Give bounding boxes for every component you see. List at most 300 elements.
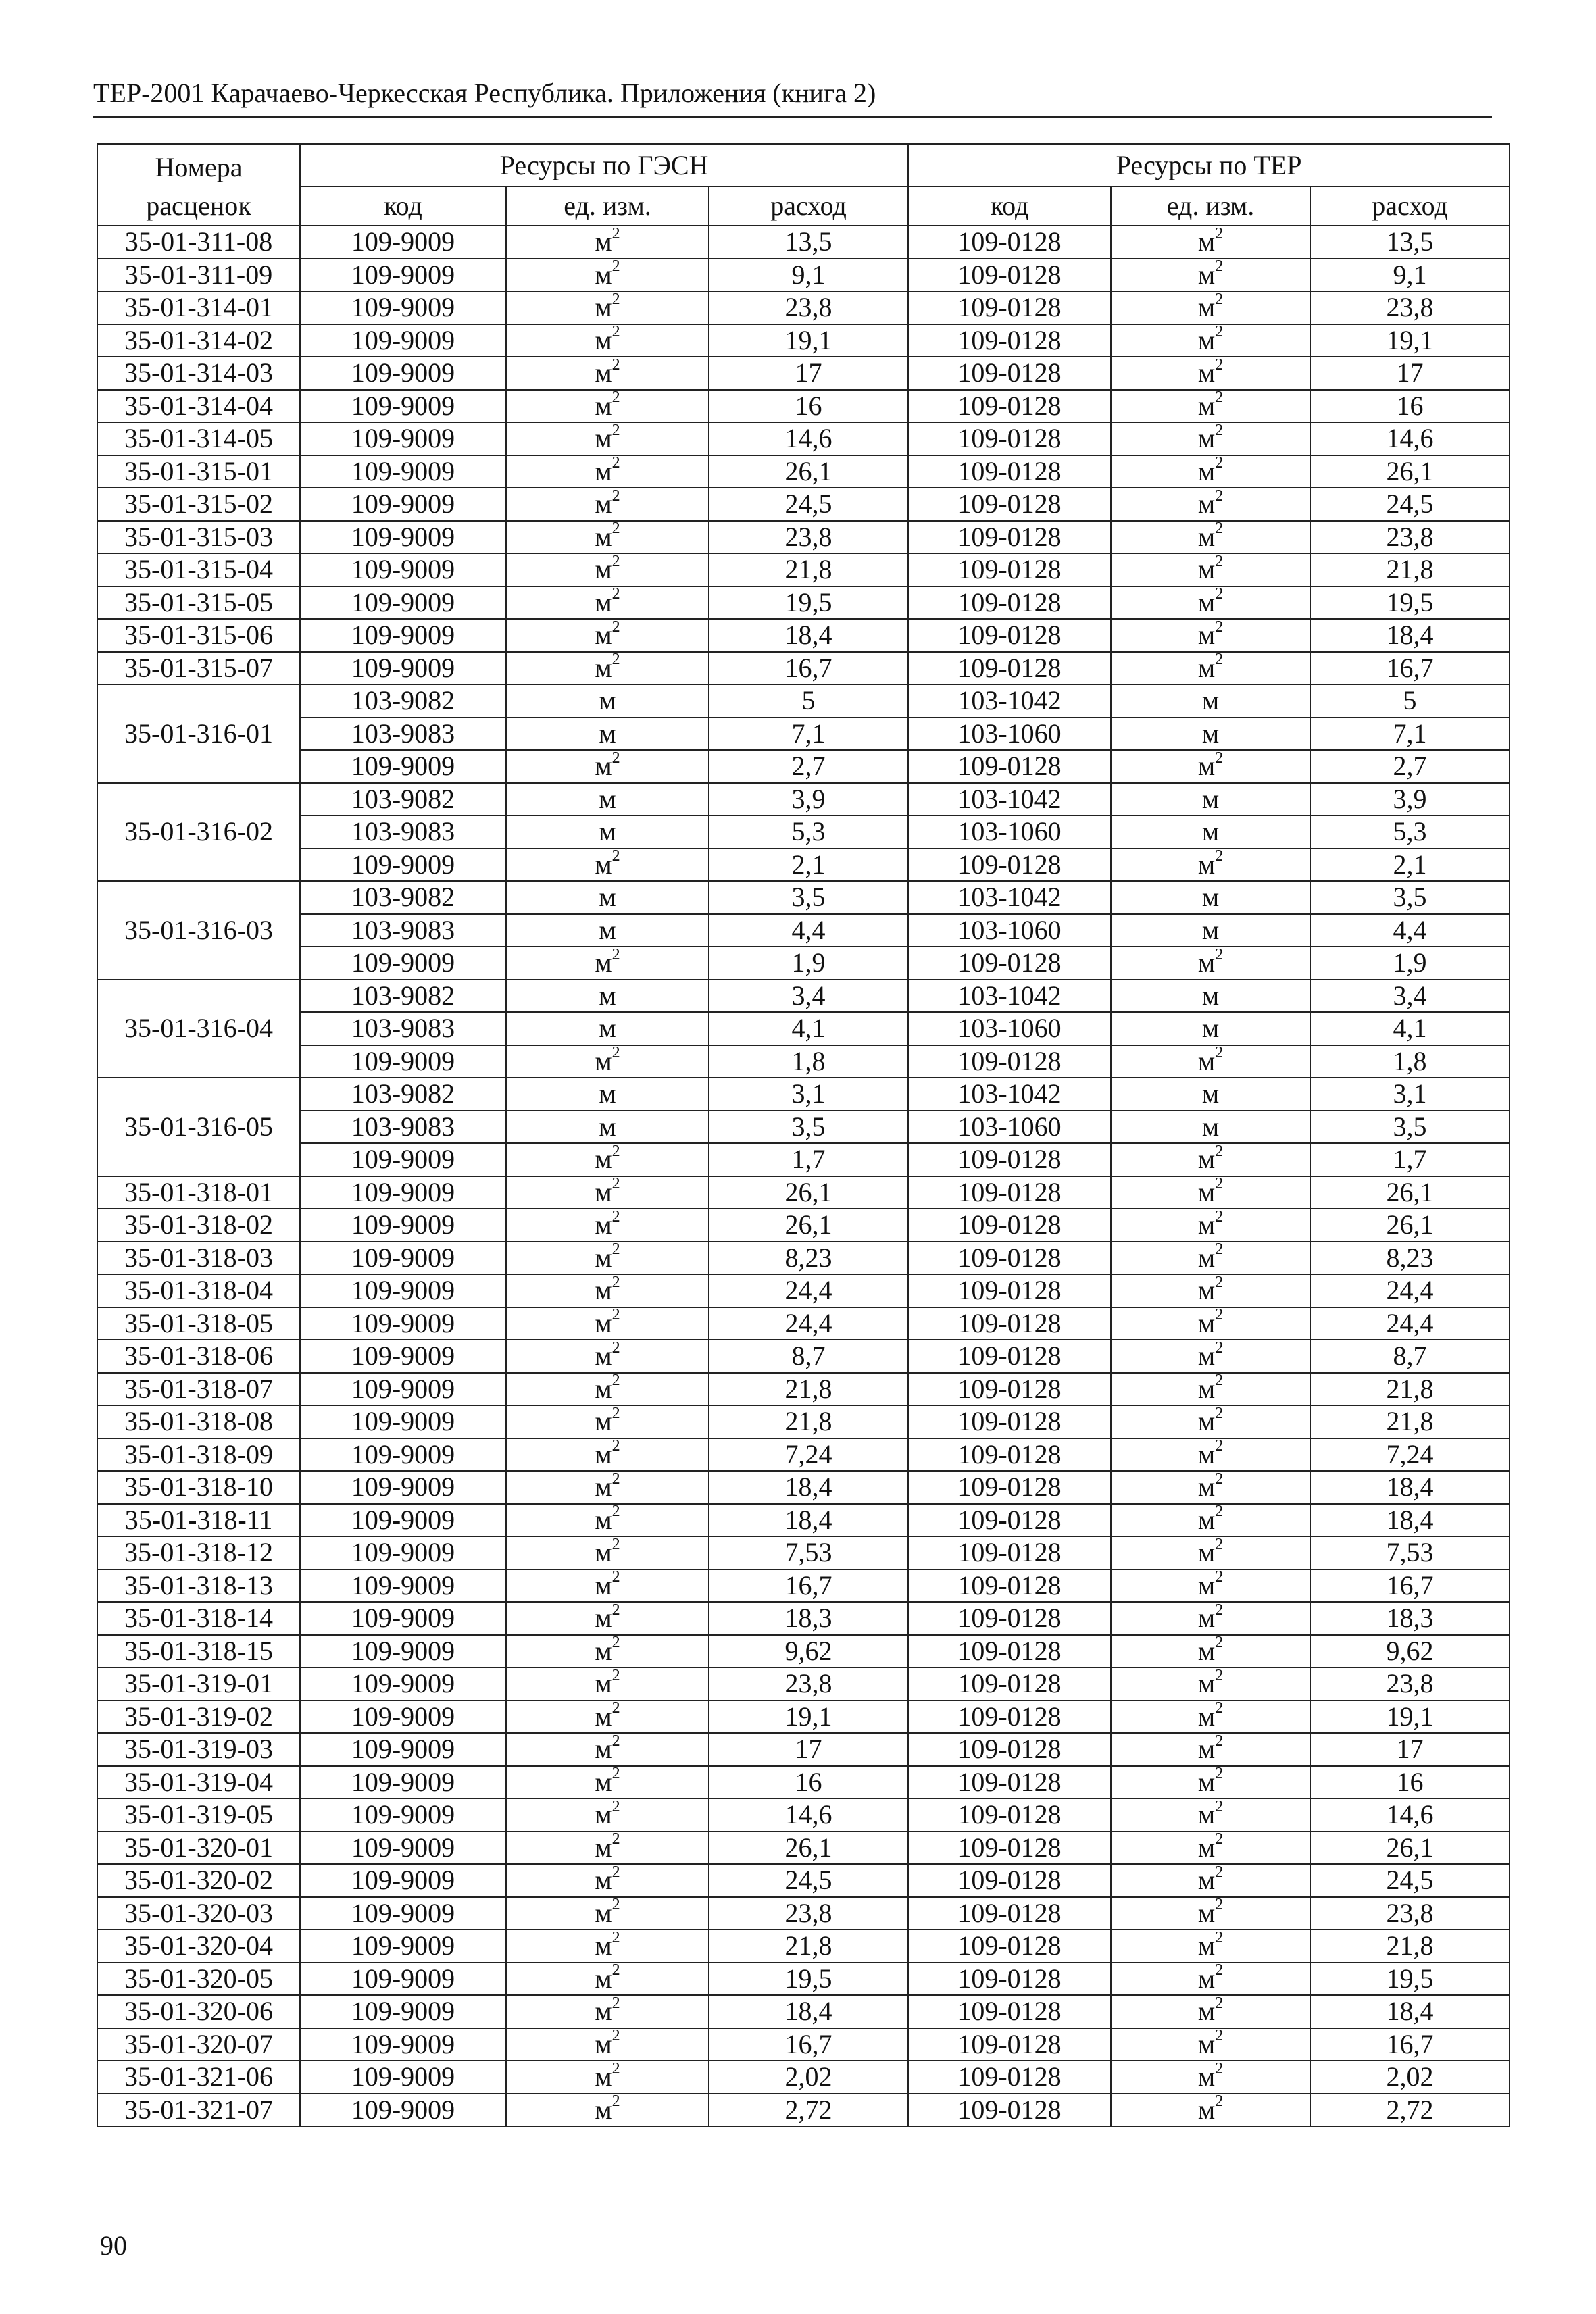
ter-unit-cell [1111, 1176, 1310, 1209]
ter-code-cell: 109-0128 [908, 390, 1111, 423]
table-row [97, 1504, 1510, 1537]
gesn-code-cell: 109-9009 [300, 1274, 506, 1307]
ter-qty-header: расход [1310, 186, 1510, 226]
ter-code-cell: 109-0128 [908, 1209, 1111, 1242]
gesn-unit-cell [506, 1143, 709, 1176]
ter-code-cell: 109-0128 [908, 1930, 1111, 1963]
gesn-resources-header: Ресурсы по ГЭСН [300, 144, 908, 186]
gesn-unit-cell [506, 1504, 709, 1537]
unit-superscript: 2 [612, 1700, 620, 1717]
unit-superscript: 2 [612, 226, 620, 243]
ter-unit-cell [1111, 324, 1310, 357]
rate-number-cell: 35-01-319-04 [97, 1766, 300, 1799]
gesn-code-cell: 109-9009 [300, 1963, 506, 1996]
ter-code-cell: 109-0128 [908, 1471, 1111, 1504]
ter-unit-cell [1111, 815, 1310, 849]
ter-qty-cell: 1,8 [1310, 1045, 1510, 1078]
unit-text: м [1197, 586, 1216, 618]
unit-text: м [595, 521, 612, 552]
gesn-qty-cell: 24,5 [709, 488, 908, 521]
gesn-code-cell: 109-9009 [300, 1733, 506, 1766]
ter-qty-cell: 5 [1310, 684, 1510, 718]
unit-text: м [1197, 1176, 1216, 1207]
table-row [97, 1569, 1510, 1603]
rate-number-cell: 35-01-314-01 [97, 291, 300, 324]
unit-text: м [1201, 1078, 1220, 1109]
gesn-code-cell: 109-9009 [300, 1995, 506, 2028]
gesn-qty-cell: 1,8 [709, 1045, 908, 1078]
ter-code-cell: 109-0128 [908, 1569, 1111, 1603]
unit-superscript: 2 [612, 1995, 620, 2012]
unit-text: м [595, 423, 612, 454]
rate-number-cell: 35-01-318-05 [97, 1307, 300, 1340]
gesn-qty-cell: 21,8 [709, 1373, 908, 1406]
unit-superscript: 2 [612, 1405, 620, 1422]
ter-code-cell: 109-0128 [908, 1143, 1111, 1176]
table-row [97, 1209, 1510, 1242]
ter-code-cell: 103-1060 [908, 718, 1111, 751]
ter-qty-cell: 2,02 [1310, 2061, 1510, 2094]
rate-number-header-2: расценок [97, 186, 300, 226]
ter-code-cell: 109-0128 [908, 1667, 1111, 1701]
rate-number-cell: 35-01-318-11 [97, 1504, 300, 1537]
unit-superscript: 2 [612, 1896, 620, 1914]
gesn-unit-cell [506, 619, 709, 652]
ter-code-cell: 109-0128 [908, 1701, 1111, 1734]
ter-unit-cell [1111, 1373, 1310, 1406]
gesn-qty-cell: 26,1 [709, 1832, 908, 1865]
gesn-code-cell: 103-9082 [300, 783, 506, 816]
unit-superscript: 2 [1215, 1799, 1224, 1815]
ter-unit-cell [1111, 553, 1310, 586]
unit-superscript: 2 [612, 1372, 620, 1390]
unit-text: м [595, 1865, 612, 1896]
ter-code-cell: 109-0128 [908, 1536, 1111, 1569]
table-row [97, 652, 1510, 685]
gesn-unit-cell [506, 1471, 709, 1504]
unit-text: м [1201, 980, 1220, 1011]
ter-code-cell: 109-0128 [908, 1733, 1111, 1766]
gesn-unit-cell [506, 488, 709, 521]
gesn-code-cell: 109-9009 [300, 750, 506, 783]
table-row [97, 521, 1510, 554]
ter-unit-cell [1111, 1701, 1310, 1734]
unit-text: м [595, 1373, 612, 1404]
ter-unit-cell [1111, 226, 1310, 259]
table-row [97, 1602, 1510, 1635]
rate-number-cell: 35-01-318-10 [97, 1471, 300, 1504]
unit-superscript: 2 [1215, 389, 1224, 407]
unit-superscript: 2 [1215, 1471, 1224, 1488]
table-row [97, 1242, 1510, 1275]
gesn-unit-cell [506, 390, 709, 423]
unit-text: м [599, 914, 616, 945]
gesn-unit-cell [506, 1995, 709, 2028]
ter-unit-cell [1111, 422, 1310, 455]
unit-text: м [1197, 1504, 1216, 1535]
rate-number-cell: 35-01-315-07 [97, 652, 300, 685]
gesn-code-cell: 103-9082 [300, 684, 506, 718]
ter-resources-header: Ресурсы по ТЕР [908, 144, 1510, 186]
table-row [97, 2094, 1510, 2127]
table-row [97, 750, 1510, 783]
gesn-unit-cell [506, 1536, 709, 1569]
unit-superscript: 2 [1215, 1274, 1224, 1291]
unit-text: м [1197, 357, 1216, 388]
unit-text: м [595, 1897, 612, 1928]
ter-code-cell: 109-0128 [908, 947, 1111, 980]
unit-text: м [1197, 1897, 1216, 1928]
gesn-code-cell: 109-9009 [300, 1930, 506, 1963]
unit-superscript: 2 [612, 455, 620, 472]
ter-code-cell: 109-0128 [908, 2028, 1111, 2061]
unit-superscript: 2 [1215, 422, 1224, 439]
ter-unit-cell [1111, 947, 1310, 980]
unit-superscript: 2 [612, 1340, 620, 1357]
ter-unit-cell [1111, 1766, 1310, 1799]
ter-code-cell: 109-0128 [908, 291, 1111, 324]
ter-qty-cell: 23,8 [1310, 291, 1510, 324]
ter-qty-cell: 18,4 [1310, 1995, 1510, 2028]
unit-superscript: 2 [1215, 1176, 1224, 1193]
gesn-code-cell: 109-9009 [300, 488, 506, 521]
unit-text: м [595, 259, 612, 290]
table-row [97, 881, 1510, 914]
unit-text: м [1197, 1144, 1216, 1175]
gesn-unit-cell [506, 783, 709, 816]
unit-text: м [1197, 1963, 1216, 1994]
rate-number-cell: 35-01-315-01 [97, 455, 300, 488]
gesn-qty-cell: 26,1 [709, 455, 908, 488]
table-row [97, 488, 1510, 521]
unit-text: м [1197, 292, 1216, 323]
gesn-code-cell: 109-9009 [300, 947, 506, 980]
gesn-code-cell: 109-9009 [300, 291, 506, 324]
ter-qty-cell: 26,1 [1310, 1176, 1510, 1209]
unit-text: м [595, 2094, 612, 2125]
ter-code-cell: 109-0128 [908, 1864, 1111, 1897]
unit-superscript: 2 [1215, 1405, 1224, 1422]
unit-text: м [1197, 488, 1216, 520]
table-row [97, 1373, 1510, 1406]
unit-text: м [1197, 1537, 1216, 1568]
ter-code-cell: 109-0128 [908, 553, 1111, 586]
unit-superscript: 2 [1215, 1700, 1224, 1717]
unit-superscript: 2 [1215, 1765, 1224, 1783]
ter-qty-cell: 5,3 [1310, 815, 1510, 849]
gesn-unit-cell [506, 226, 709, 259]
table-body [97, 226, 1510, 2126]
unit-superscript: 2 [1215, 1209, 1224, 1226]
ter-qty-cell: 1,7 [1310, 1143, 1510, 1176]
rate-number-cell: 35-01-319-01 [97, 1667, 300, 1701]
unit-text: м [595, 357, 612, 388]
rate-number-cell: 35-01-320-06 [97, 1995, 300, 2028]
gesn-unit-cell [506, 1635, 709, 1668]
unit-text: м [1197, 554, 1216, 585]
ter-unit-cell [1111, 586, 1310, 620]
table-row [97, 1176, 1510, 1209]
unit-superscript: 2 [612, 258, 620, 276]
ter-code-cell: 103-1042 [908, 980, 1111, 1013]
rate-number-cell: 35-01-314-03 [97, 357, 300, 390]
unit-superscript: 2 [1215, 2028, 1224, 2045]
rate-number-cell: 35-01-318-07 [97, 1373, 300, 1406]
ter-qty-cell: 23,8 [1310, 1897, 1510, 1930]
ter-unit-cell [1111, 1864, 1310, 1897]
unit-text: м [1197, 652, 1216, 683]
ter-unit-cell [1111, 1143, 1310, 1176]
ter-code-cell: 109-0128 [908, 324, 1111, 357]
gesn-code-cell: 103-9083 [300, 718, 506, 751]
gesn-qty-cell: 16 [709, 1766, 908, 1799]
ter-unit-cell [1111, 1242, 1310, 1275]
gesn-unit-cell [506, 750, 709, 783]
table-row [97, 2028, 1510, 2061]
unit-superscript: 2 [1215, 553, 1224, 570]
ter-code-cell: 109-0128 [908, 1963, 1111, 1996]
gesn-unit-cell [506, 980, 709, 1013]
ter-qty-cell: 21,8 [1310, 1373, 1510, 1406]
ter-qty-cell: 26,1 [1310, 455, 1510, 488]
ter-qty-cell: 2,1 [1310, 849, 1510, 882]
unit-superscript: 2 [612, 1471, 620, 1488]
ter-qty-cell: 2,7 [1310, 750, 1510, 783]
unit-superscript: 2 [1215, 1569, 1224, 1586]
ter-unit-cell [1111, 1405, 1310, 1438]
ter-code-cell: 103-1042 [908, 1078, 1111, 1111]
gesn-qty-cell: 19,5 [709, 1963, 908, 1996]
ter-qty-cell: 7,24 [1310, 1438, 1510, 1472]
unit-text: м [595, 1635, 612, 1666]
unit-text: м [1197, 1668, 1216, 1699]
gesn-qty-cell: 2,72 [709, 2094, 908, 2127]
gesn-qty-cell: 18,4 [709, 619, 908, 652]
ter-qty-cell: 21,8 [1310, 1930, 1510, 1963]
gesn-code-cell: 109-9009 [300, 324, 506, 357]
ter-unit-cell [1111, 849, 1310, 882]
unit-text: м [1197, 1275, 1216, 1306]
gesn-unit-cell [506, 1766, 709, 1799]
unit-text: м [1197, 1766, 1216, 1797]
ter-qty-cell: 18,4 [1310, 1504, 1510, 1537]
unit-superscript: 2 [612, 422, 620, 439]
unit-text: м [595, 1537, 612, 1568]
unit-superscript: 2 [1215, 1995, 1224, 2012]
table-row [97, 1143, 1510, 1176]
ter-unit-cell [1111, 718, 1310, 751]
unit-text: м [595, 1144, 612, 1175]
ter-qty-cell: 1,9 [1310, 947, 1510, 980]
gesn-code-cell: 109-9009 [300, 1471, 506, 1504]
ter-unit-cell [1111, 1930, 1310, 1963]
gesn-unit-cell [506, 2061, 709, 2094]
ter-unit-cell [1111, 1799, 1310, 1832]
unit-superscript: 2 [612, 1765, 620, 1783]
unit-text: м [1201, 718, 1220, 749]
ter-qty-cell: 17 [1310, 357, 1510, 390]
table-row [97, 586, 1510, 620]
unit-text: м [1197, 423, 1216, 454]
gesn-code-header: код [300, 186, 506, 226]
table-row [97, 1274, 1510, 1307]
unit-superscript: 2 [1215, 455, 1224, 472]
ter-qty-cell: 16,7 [1310, 2028, 1510, 2061]
unit-superscript: 2 [612, 1241, 620, 1259]
rate-number-cell: 35-01-320-03 [97, 1897, 300, 1930]
gesn-code-cell: 103-9083 [300, 1012, 506, 1045]
ter-unit-cell [1111, 2028, 1310, 2061]
gesn-code-cell: 103-9082 [300, 1078, 506, 1111]
gesn-unit-cell [506, 914, 709, 947]
unit-text: м [1197, 1406, 1216, 1437]
unit-superscript: 2 [1215, 226, 1224, 243]
gesn-code-cell: 109-9009 [300, 1799, 506, 1832]
ter-code-cell: 109-0128 [908, 455, 1111, 488]
resources-table [97, 143, 1510, 2127]
gesn-unit-cell [506, 1733, 709, 1766]
table-row [97, 1405, 1510, 1438]
ter-unit-cell [1111, 1635, 1310, 1668]
gesn-unit-header: ед. изм. [506, 186, 709, 226]
gesn-unit-cell [506, 1405, 709, 1438]
gesn-qty-cell: 7,53 [709, 1536, 908, 1569]
ter-qty-cell: 23,8 [1310, 1667, 1510, 1701]
rate-number-cell: 35-01-319-05 [97, 1799, 300, 1832]
unit-text: м [595, 1176, 612, 1207]
gesn-code-cell: 109-9009 [300, 390, 506, 423]
table-row [97, 1635, 1510, 1668]
ter-unit-cell [1111, 1471, 1310, 1504]
header-rule [93, 116, 1492, 118]
unit-text: м [1197, 1569, 1216, 1601]
ter-qty-cell: 17 [1310, 1733, 1510, 1766]
gesn-code-cell: 109-9009 [300, 2061, 506, 2094]
gesn-qty-cell: 2,1 [709, 849, 908, 882]
ter-unit-cell [1111, 652, 1310, 685]
unit-text: м [595, 1799, 612, 1830]
ter-unit-cell [1111, 390, 1310, 423]
unit-superscript: 2 [612, 488, 620, 505]
page-header: ТЕР-2001 Карачаево-Черкесская Республика. Приложения (книга 2) [93, 78, 876, 108]
ter-qty-cell: 18,4 [1310, 619, 1510, 652]
rate-number-cell: 35-01-320-01 [97, 1832, 300, 1865]
gesn-qty-cell: 3,5 [709, 881, 908, 914]
unit-text: м [1197, 1635, 1216, 1666]
ter-code-cell: 109-0128 [908, 1373, 1111, 1406]
unit-text: м [595, 1668, 612, 1699]
gesn-qty-cell: 8,23 [709, 1242, 908, 1275]
ter-qty-cell: 21,8 [1310, 553, 1510, 586]
gesn-qty-cell: 18,4 [709, 1995, 908, 2028]
ter-code-cell: 109-0128 [908, 2061, 1111, 2094]
gesn-qty-cell: 24,5 [709, 1864, 908, 1897]
table-row [97, 1963, 1510, 1996]
gesn-qty-cell: 1,7 [709, 1143, 908, 1176]
gesn-qty-cell: 13,5 [709, 226, 908, 259]
unit-text: м [595, 849, 612, 880]
unit-text: м [1201, 882, 1220, 913]
gesn-unit-cell [506, 1045, 709, 1078]
table-row [97, 259, 1510, 292]
table-row [97, 1766, 1510, 1799]
gesn-code-cell: 109-9009 [300, 1536, 506, 1569]
unit-superscript: 2 [612, 1667, 620, 1684]
table-row [97, 291, 1510, 324]
unit-text: м [595, 1045, 612, 1076]
table-row [97, 1045, 1510, 1078]
ter-qty-cell: 3,9 [1310, 783, 1510, 816]
gesn-code-cell: 109-9009 [300, 1176, 506, 1209]
unit-superscript: 2 [1215, 651, 1224, 669]
gesn-qty-cell: 3,5 [709, 1111, 908, 1144]
gesn-unit-cell [506, 324, 709, 357]
ter-qty-cell: 26,1 [1310, 1832, 1510, 1865]
table-row [97, 357, 1510, 390]
unit-superscript: 2 [1215, 1930, 1224, 1946]
gesn-code-cell: 109-9009 [300, 455, 506, 488]
gesn-qty-cell: 4,1 [709, 1012, 908, 1045]
unit-text: м [1197, 1307, 1216, 1338]
ter-qty-cell: 24,4 [1310, 1307, 1510, 1340]
ter-unit-cell [1111, 1963, 1310, 1996]
unit-superscript: 2 [1215, 1503, 1224, 1521]
unit-superscript: 2 [612, 1602, 620, 1619]
table-row [97, 947, 1510, 980]
rate-number-cell: 35-01-315-04 [97, 553, 300, 586]
rate-number-cell: 35-01-314-05 [97, 422, 300, 455]
gesn-qty-cell: 18,3 [709, 1602, 908, 1635]
unit-text: м [595, 1307, 612, 1338]
table-row [97, 324, 1510, 357]
ter-qty-cell: 21,8 [1310, 1405, 1510, 1438]
rate-number-cell: 35-01-315-05 [97, 586, 300, 620]
gesn-unit-cell [506, 1667, 709, 1701]
unit-text: м [595, 455, 612, 486]
gesn-qty-cell: 5,3 [709, 815, 908, 849]
unit-text: м [1197, 1242, 1216, 1273]
gesn-unit-cell [506, 1602, 709, 1635]
unit-text: м [1197, 521, 1216, 552]
ter-code-cell: 103-1060 [908, 1111, 1111, 1144]
rate-number-cell: 35-01-318-09 [97, 1438, 300, 1472]
ter-qty-cell: 26,1 [1310, 1209, 1510, 1242]
unit-superscript: 2 [1215, 520, 1224, 538]
unit-text: м [595, 620, 612, 651]
gesn-code-cell: 109-9009 [300, 1504, 506, 1537]
gesn-code-cell: 109-9009 [300, 1864, 506, 1897]
ter-qty-cell: 4,4 [1310, 914, 1510, 947]
unit-superscript: 2 [612, 947, 620, 963]
ter-unit-cell [1111, 980, 1310, 1013]
unit-superscript: 2 [612, 1634, 620, 1652]
ter-code-cell: 109-0128 [908, 1897, 1111, 1930]
ter-unit-cell [1111, 619, 1310, 652]
ter-qty-cell: 7,53 [1310, 1536, 1510, 1569]
gesn-qty-cell: 1,9 [709, 947, 908, 980]
unit-superscript: 2 [612, 1930, 620, 1946]
unit-superscript: 2 [1215, 1241, 1224, 1259]
unit-text: м [595, 1504, 612, 1535]
gesn-unit-cell [506, 1930, 709, 1963]
unit-superscript: 2 [612, 1143, 620, 1160]
ter-unit-cell [1111, 1602, 1310, 1635]
unit-superscript: 2 [612, 1864, 620, 1881]
ter-qty-cell: 16 [1310, 390, 1510, 423]
table-row [97, 1078, 1510, 1111]
unit-superscript: 2 [1215, 1438, 1224, 1455]
gesn-code-cell: 109-9009 [300, 226, 506, 259]
